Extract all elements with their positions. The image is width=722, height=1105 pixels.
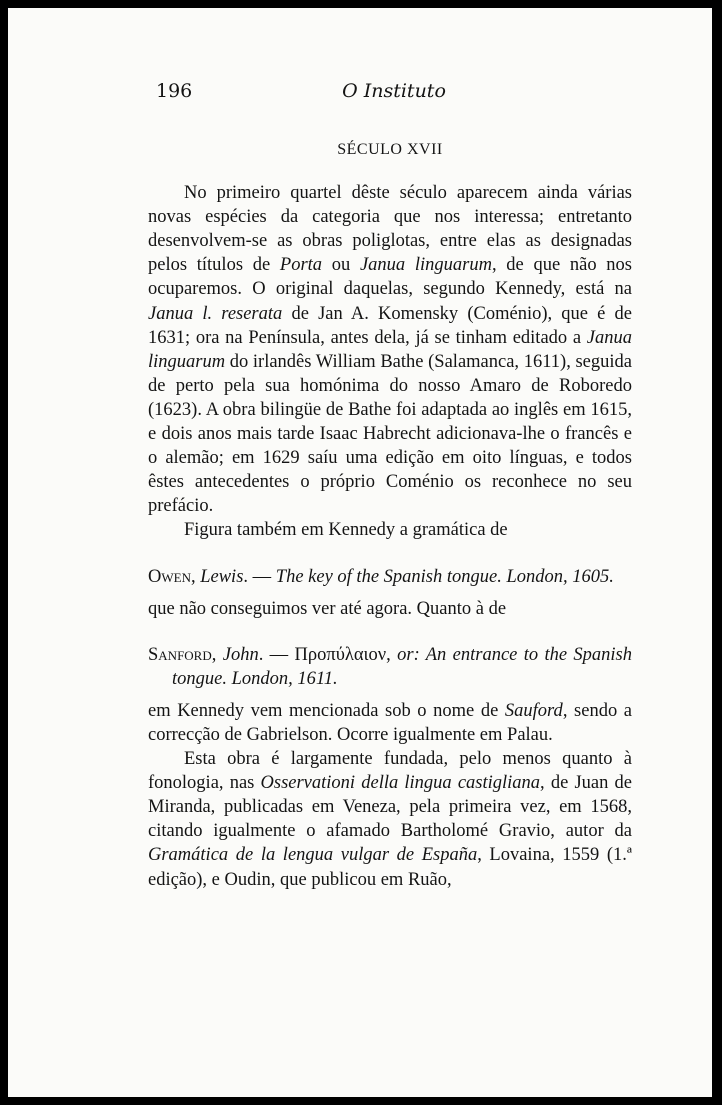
book-page xyxy=(8,8,712,1097)
paragraph-3: Esta obra é largamente fundada, pelo menos quanto à fonologia, nas Osservationi della lingua castigliana, de Juan de Miranda, publicadas em Veneza, pela primeira vez, em 1568, citando igualmente o afamado Bartholomé Gravio, autor da Gramática de la lengua vulgar de España, Lovaina, 1559 (1.ª edição), e Oudin, que publicou em Ruão, xyxy=(148,749,632,890)
paragraph-after-owen: que não conseguimos ver até agora. Quanto à de xyxy=(148,598,507,619)
section-title: SÉCULO XVII xyxy=(337,141,443,158)
bibliography-entry-sanford: Sanford, John. — Προπύλαιον, or: An entrance to the Spanish tongue. London, 1611. xyxy=(148,644,633,689)
page-number: 196 xyxy=(156,80,193,102)
bibliography-entry-owen: Owen, Lewis. — The key of the Spanish tongue. London, 1605. xyxy=(148,566,614,587)
paragraph-after-sanford: em Kennedy vem mencionada sob o nome de Sauford, sendo a correcção de Gabrielson. Ocorre igualmente em Palau. xyxy=(148,700,633,745)
paragraph-2: Figura também em Kennedy a gramática de xyxy=(184,520,508,541)
body-text xyxy=(148,138,632,892)
paragraph-1: No primeiro quartel dêste século aparecem ainda várias novas espécies da categoria que nos interessa; entretanto desenvolvem-se as obras poliglotas, entre elas as designadas pelos títulos de Porta ou Janua linguarum, de que não nos ocuparemos. O original daquelas, segundo Kennedy, está na Janua l. reserata de Jan A. Komensky (Coménio), que é de 1631; ora na Península, antes dela, já se tinham editado a Janua linguarum do irlandês William Bathe (Salamanca, 1611), seguida de perto pela sua homónima do nosso Amaro de Roboredo (1623). A obra bilingüe de Bathe foi adaptada ao inglês em 1615, e dois anos mais tarde Isaac Habrecht adicionava-lhe o francês e o alemão; em 1629 saíu uma edição em oito línguas, e todos êstes antecedentes o próprio Coménio os reconhece no seu prefácio. xyxy=(148,183,632,517)
running-title: O Instituto xyxy=(342,80,446,102)
